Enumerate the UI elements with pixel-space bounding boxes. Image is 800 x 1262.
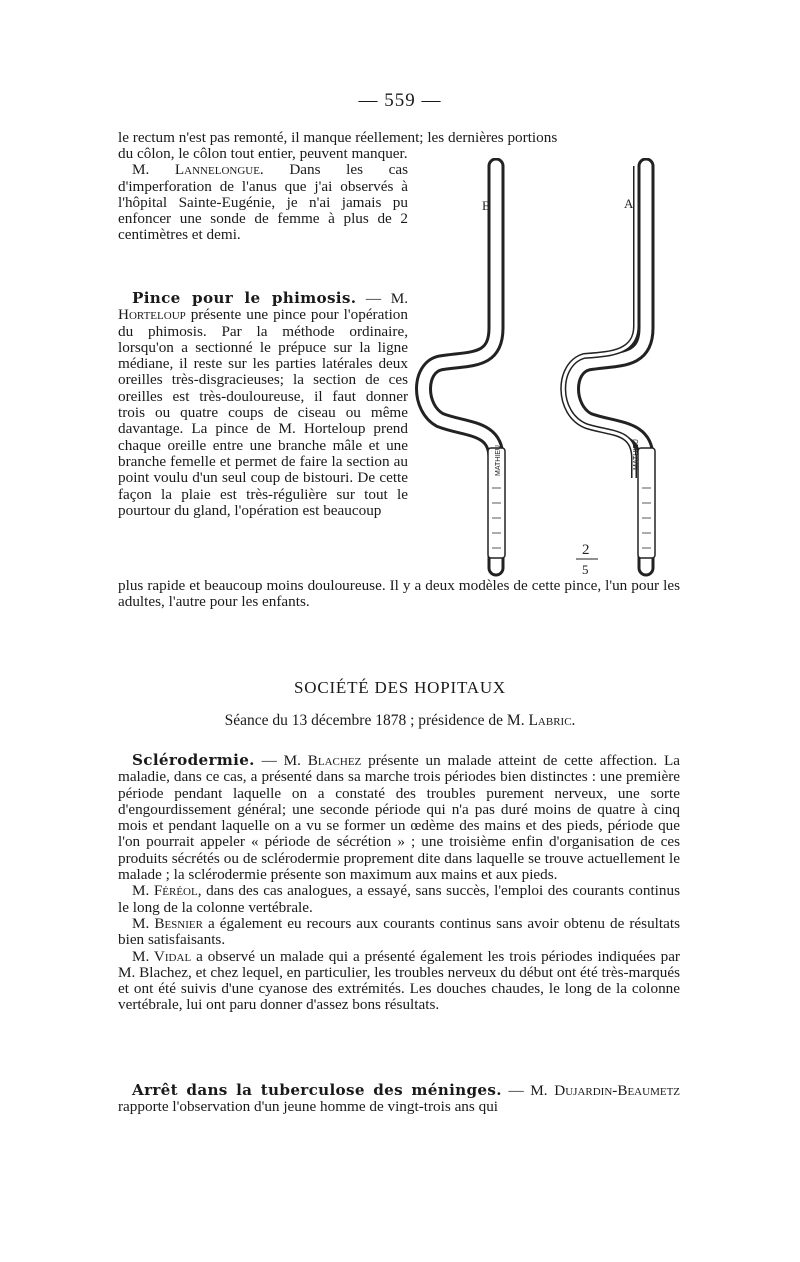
forceps-a-illustration bbox=[563, 166, 655, 568]
sclerodermie-paragraph bbox=[118, 752, 680, 883]
vidal-paragraph bbox=[118, 949, 680, 1014]
phimosis-forceps-figure bbox=[410, 158, 680, 588]
phimosis-body: présente une pince pour l'opération du phimosis. Par la méthode ordinaire, lorsqu'on a sectionné le prépuce sur la ligne médiane, il reste sur les parties latérales deux oreilles très-disgracieuses; la section de ces oreilles est très-douloureuse, il faut donner trois ou quatre coups de ciseau ou même davantage. La pince de M. Horteloup prend chaque oreille entre une branche mâle et une branche femelle et permet de faire la section au point voulu d'un seul coup de bistouri. De cette façon la plaie est très-régulière sur tout le pourtour du gland, l'opération est beaucoup bbox=[118, 306, 408, 519]
lannelongue-text: Dans les cas d'imperforation de l'anus que j'ai observés à l'hôpital Sainte-Eugénie, je n'ai jamais pu enfoncer une sonde de femme à plus de 2 centimètres et demi. bbox=[118, 161, 408, 244]
speaker-fereol: M. Féréol, bbox=[132, 882, 202, 900]
maker-mark-a: MATHIEU bbox=[633, 439, 640, 470]
session-text: Séance du 13 décembre 1878 ; présidence de bbox=[224, 712, 507, 729]
phimosis-text-wide: plus rapide et beaucoup moins douloureuse. Il y a deux modèles de cette pince, l'un pour les adultes, l'autre pour les enfants. bbox=[118, 577, 680, 611]
intro-block bbox=[118, 130, 680, 146]
session-president: M. Labric. bbox=[506, 712, 576, 729]
scale-numerator: 2 bbox=[582, 542, 590, 558]
speaker-dujardin-beaumetz: M. Dujardin-Beaumetz bbox=[530, 1082, 681, 1099]
besnier-paragraph bbox=[118, 916, 680, 949]
sclerodermie-section bbox=[118, 752, 680, 1014]
lannelongue-paragraph bbox=[118, 162, 408, 243]
speaker-lannelongue: M. Lannelongue. bbox=[132, 161, 264, 179]
speaker-besnier: M. Besnier bbox=[132, 914, 203, 932]
fereol-paragraph bbox=[118, 883, 680, 916]
sclerodermie-body: présente un malade atteint de cette affection. La maladie, dans ce cas, a présenté dans sa marche trois périodes bien distinctes : une première période pendant laquelle on a constaté des troubles purement nerveux, une sorte d'engourdissement général; une seconde période qui n'a pas duré moins de quatre à cinq mois et pendant laquelle on a vu se former un œdème des mains et des pieds, période que l'on pourrait appeler « période de sécrétion » ; une troisième enfin d'organisation de ces produits sécrétés ou de sclérodermie proprement dite dans laquelle se trouve actuellement le malade ; la sclérodermie présente son maximum aux mains et aux pieds. bbox=[118, 752, 681, 884]
speaker-vidal: M. Vidal bbox=[132, 947, 192, 965]
phimosis-paragraph bbox=[118, 290, 408, 519]
intro-line-2: du côlon, le côlon tout entier, peuvent manquer. bbox=[118, 145, 408, 162]
scale-denominator: 5 bbox=[582, 562, 589, 577]
phimosis-dash: — bbox=[356, 290, 391, 307]
arret-section bbox=[118, 1082, 680, 1116]
speaker-blachez: M. Blachez bbox=[283, 752, 362, 769]
phimosis-text-narrow bbox=[118, 290, 408, 519]
arret-paragraph bbox=[118, 1082, 680, 1116]
arret-dash: — bbox=[501, 1082, 531, 1099]
arret-text: rapporte l'observation d'un jeune homme de vingt-trois ans qui bbox=[118, 1098, 499, 1116]
vidal-text: a observé un malade qui a présenté également les trois périodes indiquées par M. Blachez, et chez lequel, en particulier, les troubles nerveux du début ont été très-marqués et ont été suivis d'une cyanose des extrémités. Les douches chaudes, le long de la colonne vertébrale, lui ont paru donner d'assez bons résultats. bbox=[118, 947, 680, 1014]
intro-narrow-block bbox=[118, 146, 408, 244]
session-line bbox=[0, 712, 800, 730]
sclerodermie-title: Sclérodermie. bbox=[132, 751, 255, 769]
section-heading: SOCIÉTÉ DES HOPITAUX bbox=[293, 678, 507, 697]
forceps-b-illustration bbox=[424, 166, 506, 568]
fereol-text: dans des cas analogues, a essayé, sans succès, l'emploi des courants continus le long de la colonne vertébrale. bbox=[118, 882, 680, 916]
intro-line-1: le rectum n'est pas remonté, il manque réellement; les dernières portions bbox=[118, 129, 558, 146]
besnier-text: a également eu recours aux courants continus sans avoir obtenu de résultats bien satisfaisants. bbox=[118, 914, 680, 949]
phimosis-title: Pince pour le phimosis. bbox=[132, 289, 357, 307]
page-number: — 559 — bbox=[358, 90, 442, 111]
arret-title: Arrêt dans la tuberculose des méninges. bbox=[132, 1081, 502, 1099]
figure-label-b: B bbox=[482, 198, 491, 213]
sclerodermie-dash: — bbox=[254, 752, 284, 769]
figure-label-a: A bbox=[624, 196, 634, 211]
speaker-horteloup: M. Horteloup bbox=[118, 290, 408, 324]
maker-mark-b: MATHIEU bbox=[495, 445, 502, 476]
